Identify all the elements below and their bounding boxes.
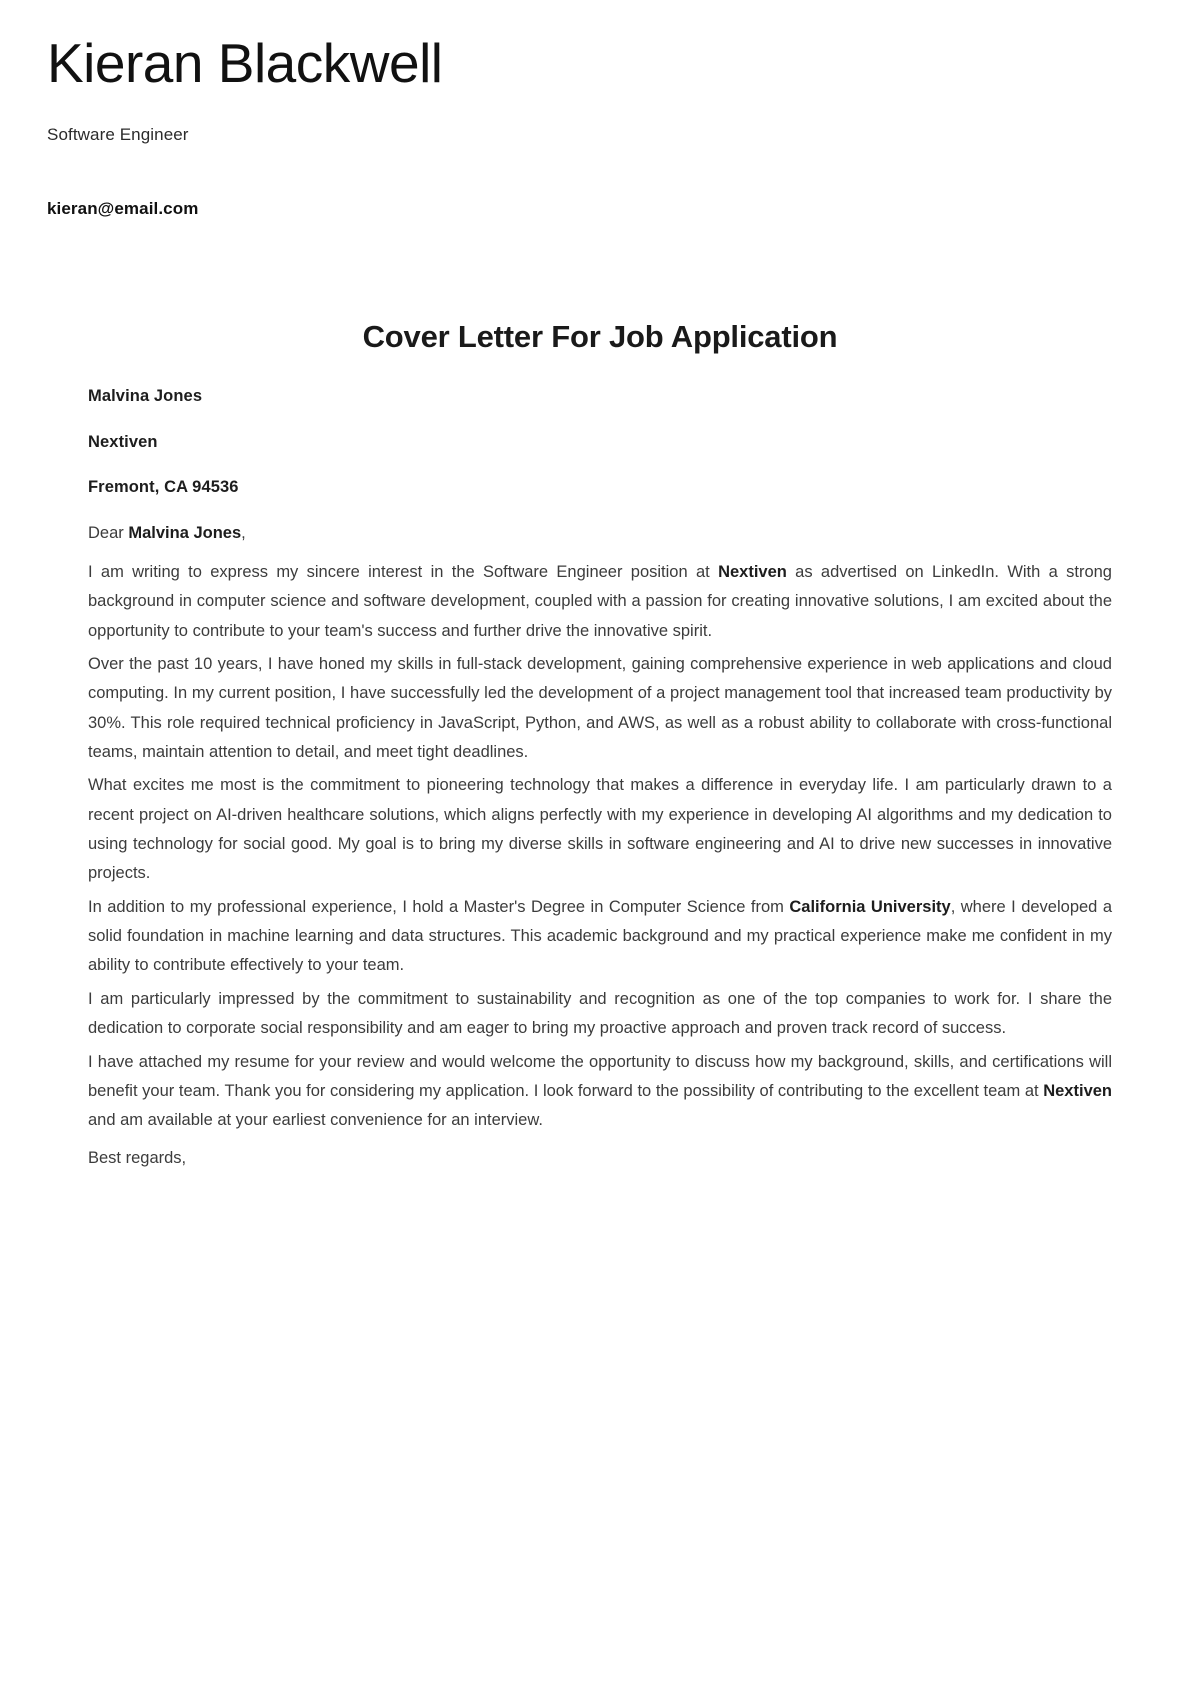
letterhead [0,0,1200,219]
emphasis-text: Nextiven [1043,1081,1112,1100]
letter-paragraph-motivation [88,771,1112,892]
salutation [88,521,1112,558]
letter-paragraph-intro [88,558,1112,650]
letter-title: Cover Letter For Job Application [362,319,838,355]
letter-body [0,219,1200,1173]
letter-paragraph-education [88,893,1112,985]
paragraph-text: In addition to my professional experience, I hold a Master's Degree in Computer Science from [88,897,790,916]
letter-paragraph-experience [88,650,1112,771]
letter-paragraph-values [88,985,1112,1048]
paragraph-text: What excites me most is the commitment to pioneering technology that makes a difference in everyday life. I am particularly drawn to a recent project on AI-driven healthcare solutions, which aligns perfectly with my experience in developing AI algorithms and my dedication to using technology for social good. My goal is to bring my diverse skills in software engineering and AI to drive new successes in innovative projects. [88,776,1112,883]
paragraph-text: , where I developed a solid foundation in machine learning and data structures. This academic background and my practical experience make me confident in my ability to contribute effectively to your team. [88,897,1112,975]
paragraph-text: I am particularly impressed by the commitment to sustainability and recognition as one of the top companies to work for. I share the dedication to corporate social responsibility and am eager to bring my proactive approach and proven track record of success. [88,989,1112,1038]
salutation-prefix: Dear [88,524,129,543]
recipient-contact-name: Malvina Jones [88,387,203,406]
paragraph-text: I am writing to express my sincere interest in the Software Engineer position at [88,562,719,581]
recipient-company: Nextiven [88,432,158,451]
emphasis-text: Nextiven [718,562,787,581]
emphasis-text: California University [789,897,951,916]
paragraph-text: I have attached my resume for your review and would welcome the opportunity to discuss how my background, skills, and certifications will benefit your team. Thank you for considering my application. I look forward to the possibility of contributing to the excellent team at [88,1052,1112,1100]
salutation-suffix: , [241,524,246,543]
candidate-job-title: Software Engineer [47,125,189,145]
letter-paragraphs [88,558,1112,1140]
recipient-location: Fremont, CA 94536 [88,477,239,496]
paragraph-text: Over the past 10 years, I have honed my skills in full-stack development, gaining comprehensive experience in web applications and cloud computing. In my current position, I have successfully led the development of a project management tool that increased team productivity by 30%. This role required technical proficiency in JavaScript, Python, and AWS, as well as a robust ability to collaborate with cross-functional teams, maintain attention to detail, and meet tight deadlines. [88,654,1112,761]
paragraph-text: and am available at your earliest convenience for an interview. [88,1111,543,1130]
candidate-email[interactable]: kieran@email.com [47,199,199,219]
candidate-name: Kieran Blackwell [47,32,443,94]
salutation-recipient-name: Malvina Jones [128,524,242,543]
letter-paragraph-closing-request [88,1048,1112,1140]
letter-sign-off: Best regards, [88,1148,187,1167]
paragraph-text: as advertised on LinkedIn. With a strong background in computer science and software development, coupled with a passion for creating innovative solutions, I am excited about the opportunity to contribute to your team's success and further drive the innovative spirit. [88,562,1112,640]
